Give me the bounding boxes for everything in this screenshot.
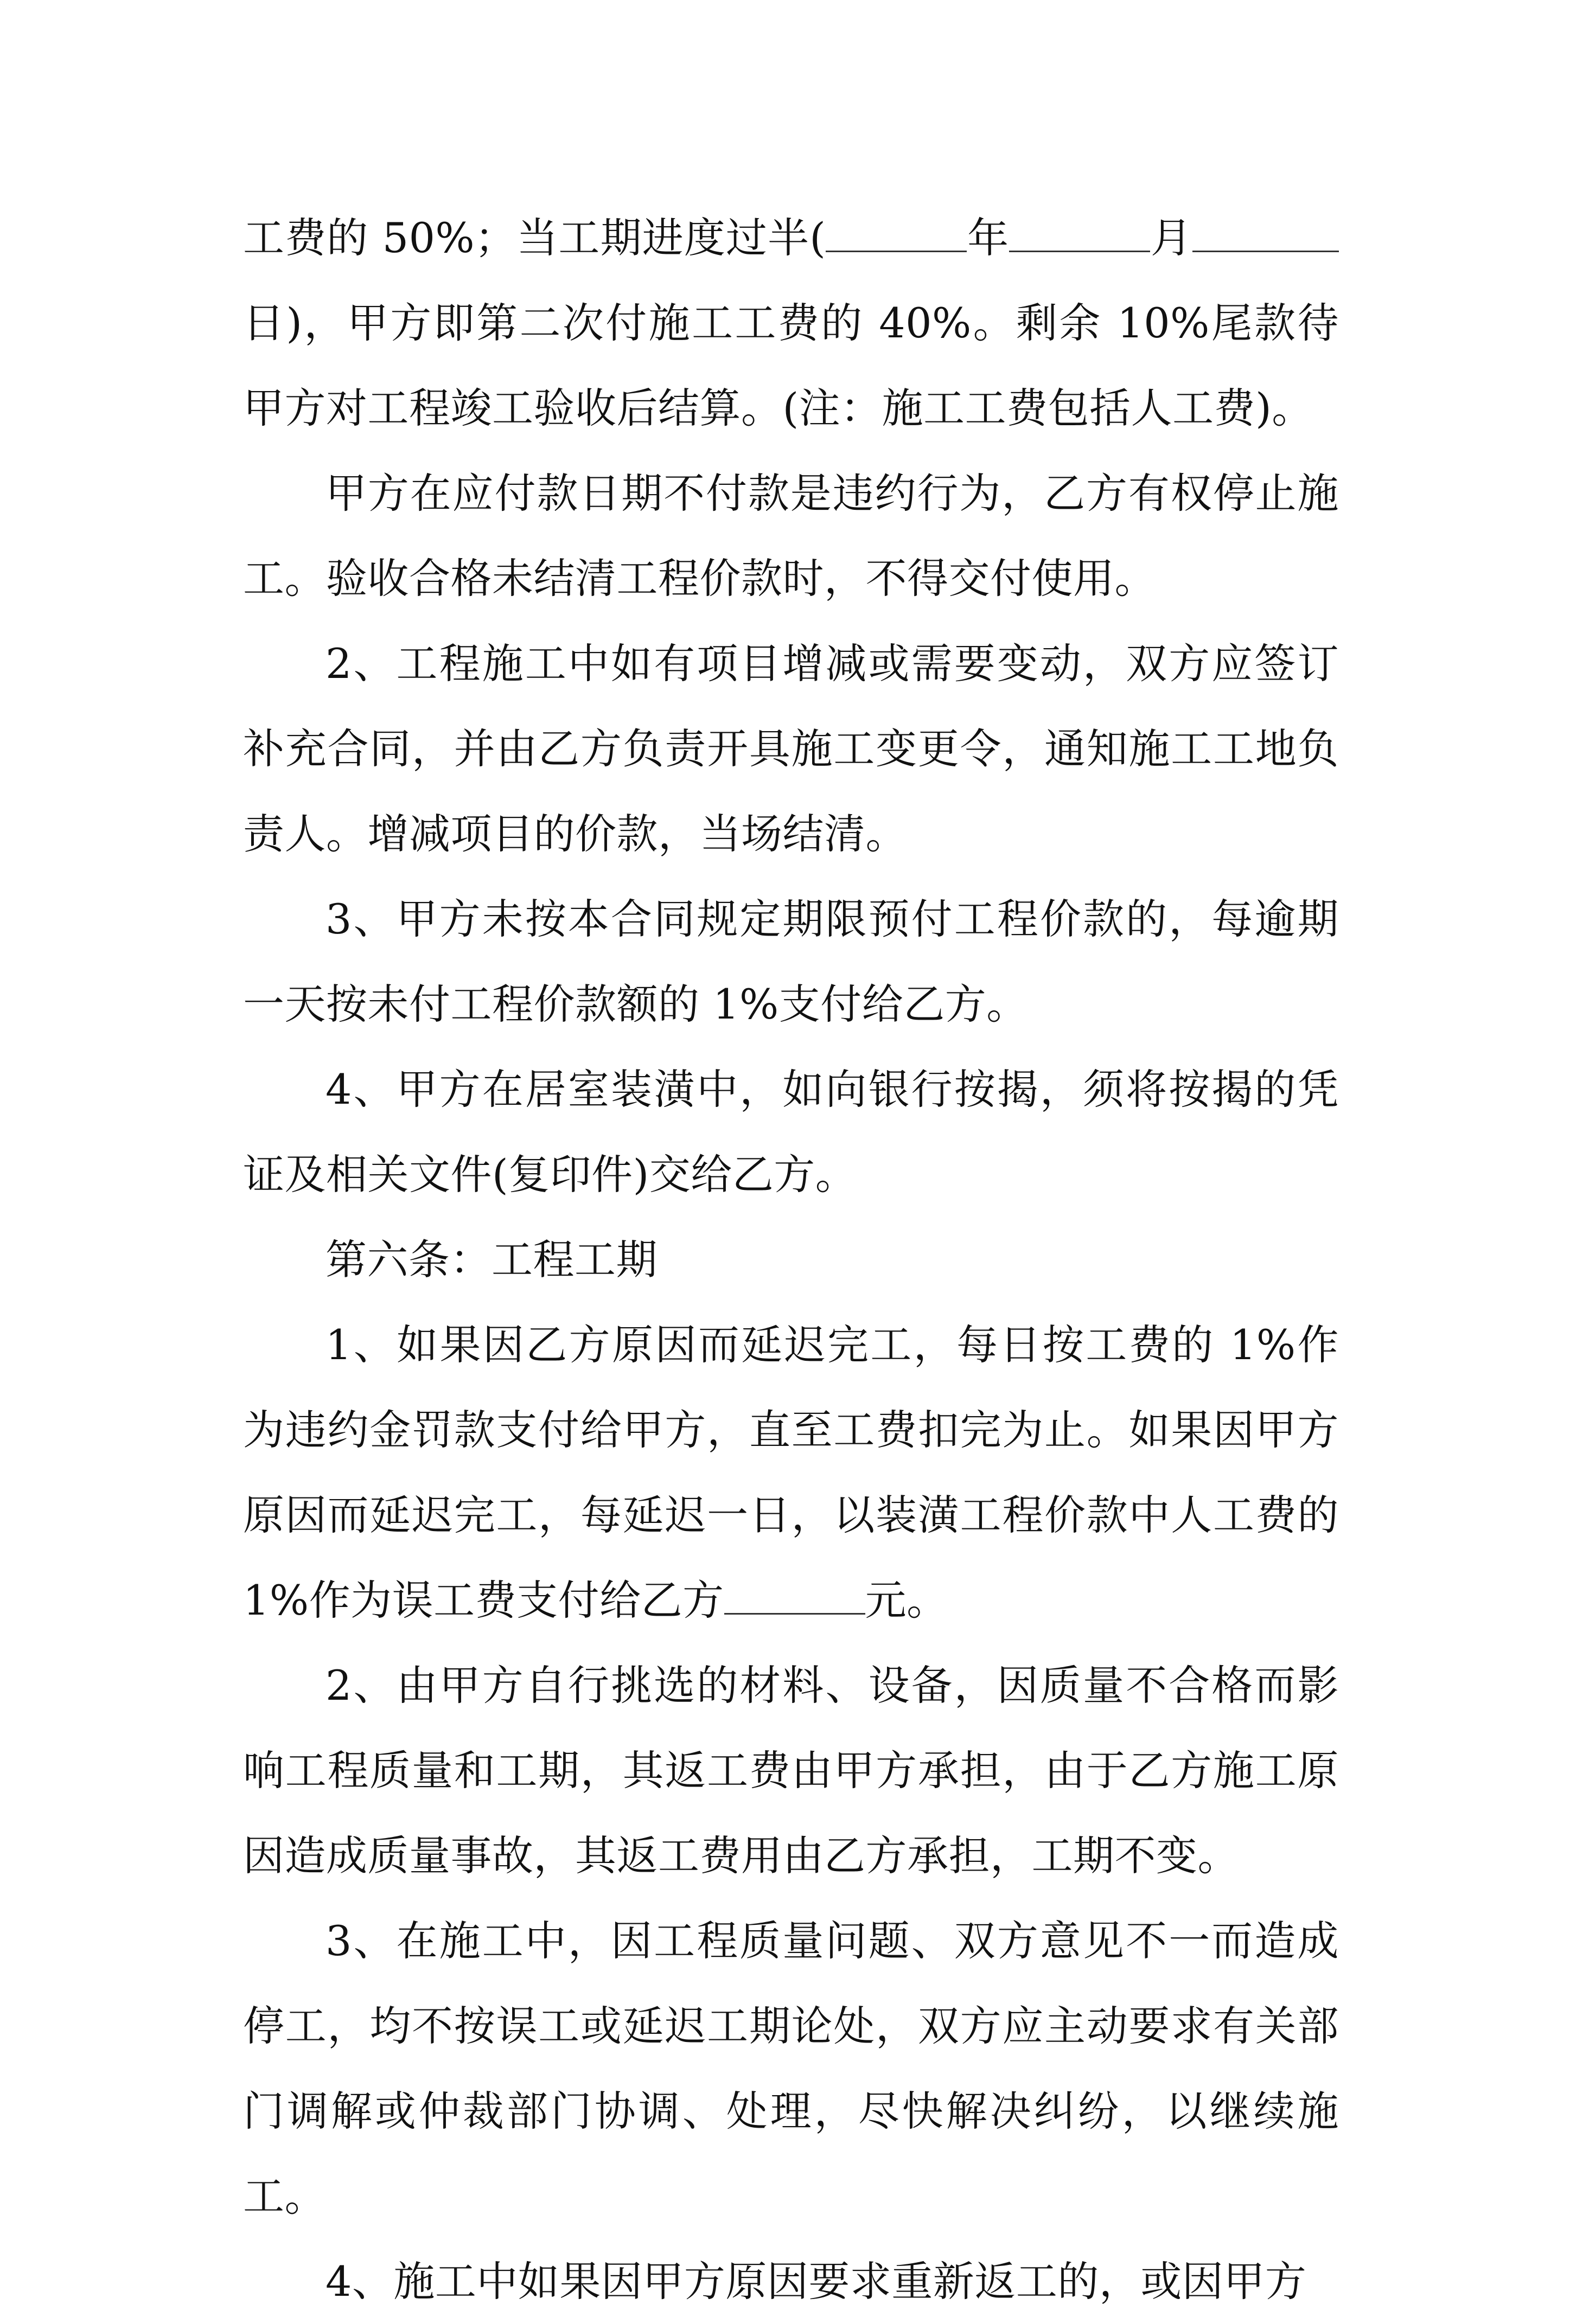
- paragraph-payment-schedule: [243, 195, 1339, 451]
- payment-text-end: 日)，甲方即第二次付施工工费的 40%。剩余 10%尾款待甲方对工程竣工验收后结算。(注：施工工费包括人工费)。: [243, 299, 1339, 432]
- month-label: 月: [1150, 214, 1193, 262]
- document-body: [243, 195, 1339, 2324]
- paragraph-nonpayment: 甲方在应付款日期不付款是违约行为，乙方有权停止施工。验收合格未结清工程价款时，不得交付使用。: [243, 469, 1339, 603]
- paragraph-item-4-mortgage: 4、甲方在居室装潢中，如向银行按揭，须将按揭的凭证及相关文件(复印件)交给乙方。: [243, 1065, 1339, 1199]
- blank-month-field: [1009, 213, 1150, 252]
- paragraph-rework: 4、施工中如果因甲方原因要求重新返工的，或因甲方: [326, 2257, 1307, 2306]
- paragraph-delay-penalty: [243, 1302, 1339, 1643]
- year-label: 年: [967, 214, 1010, 262]
- section-heading-article-6: 第六条：工程工期: [326, 1235, 658, 1284]
- blank-amount-field: [724, 1575, 865, 1615]
- blank-day-field: [1192, 213, 1339, 252]
- paragraph-dispute-resolution: 3、在施工中，因工程质量问题、双方意见不一而造成停工，均不按误工或延迟工期论处，双方应主动要求有关部门调解或仲裁部门协调、处理，尽快解决纠纷，以继续施工。: [243, 1917, 1339, 2220]
- paragraph-material-quality: 2、由甲方自行挑选的材料、设备，因质量不合格而影响工程质量和工期，其返工费由甲方承担，由于乙方施工原因造成质量事故，其返工费用由乙方承担，工期不变。: [243, 1661, 1339, 1880]
- blank-year-field: [826, 213, 967, 252]
- currency-unit: 元。: [865, 1576, 948, 1624]
- payment-text-start: 工费的 50%；当工期进度过半(: [243, 214, 826, 262]
- paragraph-item-3-late-payment: 3、甲方未按本合同规定期限预付工程价款的，每逾期一天按未付工程价款额的 1%支付给乙方。: [243, 895, 1339, 1028]
- paragraph-item-2-changes: 2、工程施工中如有项目增减或需要变动，双方应签订补充合同，并由乙方负责开具施工变更令，通知施工工地负责人。增减项目的价款，当场结清。: [243, 639, 1339, 858]
- delay-penalty-text: 1、如果因乙方原因而延迟完工，每日按工费的 1%作为违约金罚款支付给甲方，直至工费扣完为止。如果因甲方原因而延迟完工，每延迟一日，以装潢工程价款中人工费的 1%作为误工费支付给乙方: [243, 1321, 1339, 1624]
